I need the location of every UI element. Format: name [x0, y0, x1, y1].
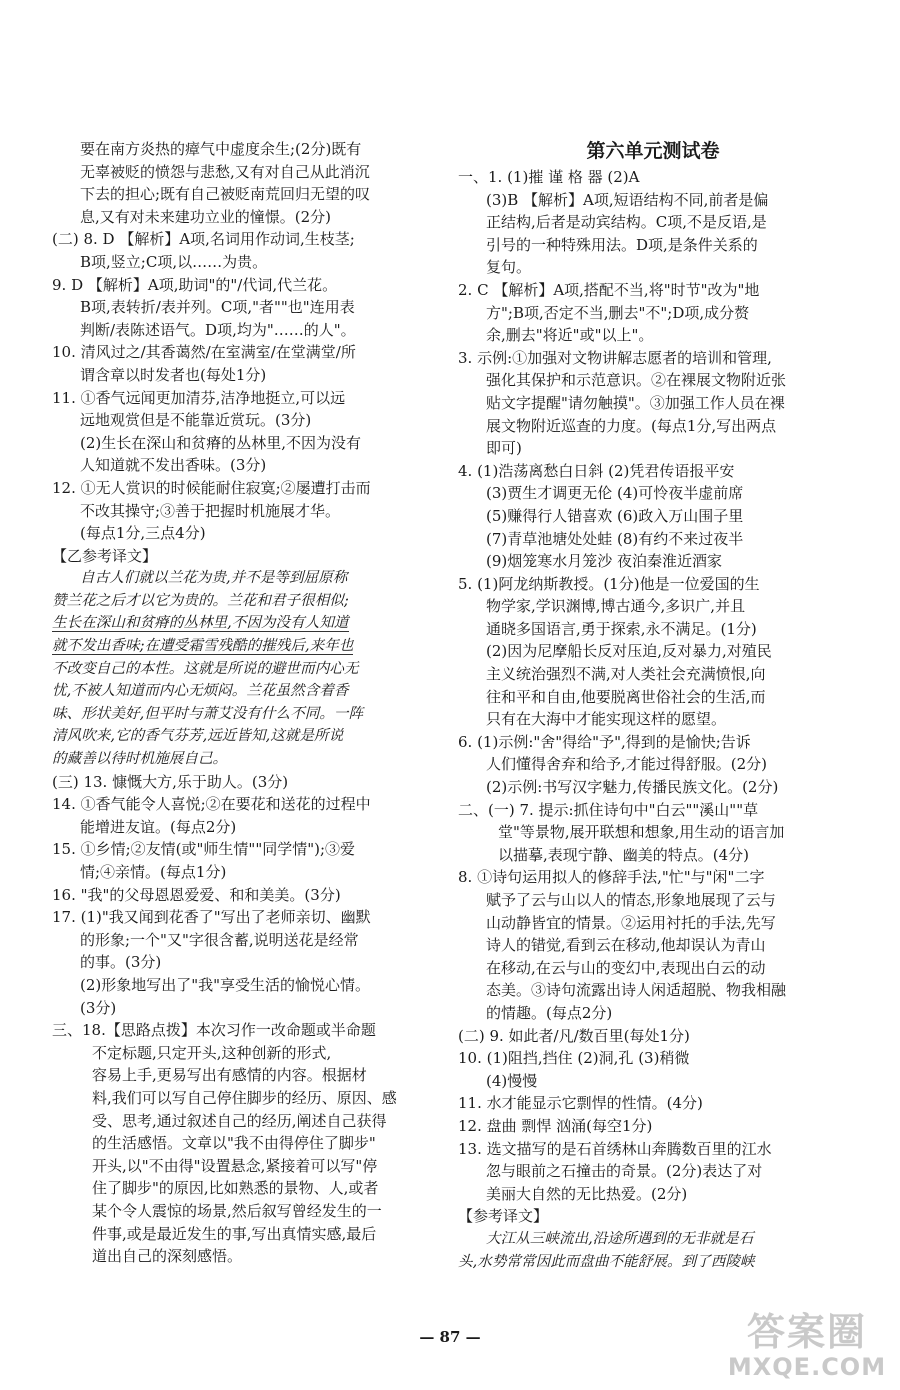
text-line: (4)慢慢 — [486, 1071, 538, 1090]
text-line: 15. ①乡情;②友情(或"师生情""同学情");③爱 — [52, 840, 356, 859]
text-line: 展文物附近巡查的力度。(每点1分,写出两点 — [486, 416, 777, 435]
text-line: 某个令人震惊的场景,然后叙写曾经发生的一 — [92, 1201, 382, 1220]
text-line: 清风吹来,它的香气芬芳,远近皆知,这就是所说 — [52, 727, 344, 745]
text-line: 远地观赏但是不能靠近赏玩。(3分) — [80, 411, 312, 430]
text-line: 料,我们可以写自己停住脚步的经历、原因、感 — [92, 1088, 397, 1107]
underlined-text: 就不发出香味;在遭受霜雪残酷的摧残后,来年也 — [52, 637, 354, 655]
text-line: 住了脚步"的原因,比如熟悉的景物、人,或者 — [92, 1179, 379, 1198]
text-line: 的藏善以待时机施展自己。 — [52, 750, 228, 768]
text-line: 三、18.【思路点拨】本次习作一改命题或半命题 — [52, 1021, 376, 1040]
text-line: 不改变自己的本性。这就是所说的避世而内心无 — [52, 659, 359, 677]
section-title: 第六单元测试卷 — [586, 140, 720, 162]
text-line: 【参考译文】 — [458, 1207, 549, 1226]
text-line: (2)因为尼摩船长反对压迫,反对暴力,对殖民 — [486, 642, 772, 661]
text-line: (3)B 【解析】A项,短语结构不同,前者是偏 — [486, 190, 769, 209]
text-line: 方";B项,否定不当,删去"不";D项,成分赘 — [486, 303, 750, 322]
right-column — [458, 138, 848, 1273]
text-line: 12. 盘曲 剽悍 汹涌(每空1分) — [458, 1116, 653, 1135]
text-line: 容易上手,更易写出有感情的内容。根据材 — [92, 1066, 367, 1085]
left-column — [52, 138, 440, 1268]
text-line: 开头,以"不由得"设置悬念,紧接着可以写"停 — [92, 1156, 378, 1175]
text-line: 物学家,学识渊博,博古通今,多识广,并且 — [486, 597, 746, 616]
text-line: 息,又有对未来建功立业的憧憬。(2分) — [80, 207, 332, 226]
text-line: 在移动,在云与山的变幻中,表现出白云的动 — [486, 958, 766, 977]
text-line: 复句。 — [486, 258, 532, 277]
text-line: (三) 13. 慷慨大方,乐于助人。(3分) — [52, 772, 289, 791]
text-line: 8. ①诗句运用拟人的修辞手法,"忙"与"闲"二字 — [458, 868, 765, 887]
text-line: 余,删去"将近"或"以上"。 — [486, 326, 654, 345]
text-line: (9)烟笼寒水月笼沙 夜泊秦淮近酒家 — [486, 552, 723, 571]
text-line: 17. (1)"我又闻到花香了"写出了老师亲切、幽默 — [52, 908, 371, 927]
text-line: 一、1. (1)摧 谨 格 器 (2)A — [458, 168, 640, 186]
text-line: 忽与眼前之石撞击的奇景。(2分)表达了对 — [486, 1162, 763, 1181]
text-line: 下去的担心;既有自己被贬南荒回归无望的叹 — [80, 185, 371, 204]
text-line: 只有在大海中才能实现这样的愿望。 — [486, 710, 727, 729]
text-line: 3. 示例:①加强对文物讲解志愿者的培训和管理, — [458, 348, 772, 367]
text-line: 判断/表陈述语气。D项,均为"……的人"。 — [80, 320, 356, 339]
text-line: 赋予了云与山以人的情态,形象地展现了云与 — [486, 891, 776, 909]
text-line: 自古人们就以兰花为贵,并不是等到屈原称 — [80, 569, 348, 587]
text-line: 5. (1)阿龙纳斯教授。(1分)他是一位爱国的生 — [458, 574, 760, 593]
text-line: 往和平和自由,他要脱离世俗社会的生活,而 — [486, 687, 766, 706]
text-line: 受、思考,通过叙述自己的经历,阐述自己获得 — [92, 1111, 387, 1130]
text-line: 要在南方炎热的瘴气中虚度余生;(2分)既有 — [80, 140, 362, 158]
text-line: 正结构,后者是动宾结构。C项,不是反语,是 — [486, 213, 767, 232]
text-line: 头,水势常常因此而盘曲不能舒展。到了西陵峡 — [458, 1252, 755, 1270]
text-line: B项,竖立;C项,以……为贵。 — [80, 252, 268, 271]
text-line: (7)青草池塘处处蛙 (8)有约不来过夜半 — [486, 529, 744, 548]
text-line: (3)贾生才调更无伦 (4)可怜夜半虚前席 — [486, 484, 744, 503]
text-line: 件事,或是最近发生的事,写出真情实感,最后 — [92, 1224, 377, 1243]
text-line: 的事。(3分) — [80, 953, 162, 972]
text-line: 即可) — [486, 439, 522, 458]
text-line: 的生活感悟。文章以"我不由得停住了脚步" — [92, 1134, 376, 1153]
watermark-logo — [722, 1310, 892, 1384]
watermark-text: 答案圈 — [746, 1310, 867, 1354]
text-line: 14. ①香气能令人喜悦;②在要花和送花的过程中 — [52, 795, 371, 814]
text-line: 无辜被贬的愤怨与悲愁,又有对自己从此消沉 — [80, 162, 370, 181]
text-line: 引号的一种特殊用法。D项,是条件关系的 — [486, 235, 758, 254]
text-line: 不改其操守;③善于把握时机施展才华。 — [80, 501, 341, 520]
text-line: 的形象;一个"又"字很含蓄,说明送花是经常 — [80, 930, 359, 949]
text-line: 【乙参考译文】 — [52, 546, 158, 565]
text-line: 情;④亲情。(每点1分) — [80, 863, 227, 881]
text-line: 9. D 【解析】A项,助词"的"/代词,代兰花。 — [52, 275, 338, 294]
text-line: 二、(一) 7. 提示:抓住诗句中"白云""溪山""草 — [458, 800, 759, 819]
text-line: 的情趣。(每点2分) — [486, 1003, 613, 1022]
text-line: 13. 选文描写的是石首绣林山奔腾数百里的江水 — [458, 1139, 772, 1158]
text-line: 大江从三峡流出,沿途所遇到的无非就是石 — [486, 1229, 754, 1247]
text-line: 10. 清风过之/其香蔼然/在室满室/在堂满堂/所 — [52, 343, 356, 362]
text-line: 16. "我"的父母恩恩爱爱、和和美美。(3分) — [52, 885, 341, 904]
text-line: 堂"等景物,展开联想和想象,用生动的语言加 — [498, 823, 785, 842]
right-column-lines — [458, 166, 848, 1273]
text-line: 11. 水才能显示它剽悍的性情。(4分) — [458, 1094, 703, 1113]
text-line: 味、形状美好,但平时与萧艾没有什么不同。一阵 — [52, 704, 364, 722]
text-line: 2. C 【解析】A项,搭配不当,将"时节"改为"地 — [458, 280, 760, 299]
text-line: (每点1分,三点4分) — [80, 524, 206, 543]
text-line: (2)形象地写出了"我"享受生活的愉悦心情。 — [80, 975, 371, 994]
text-line: (2)示例:书写汉字魅力,传播民族文化。(2分) — [486, 778, 779, 797]
text-line: 道出自己的深刻感悟。 — [92, 1247, 243, 1266]
text-line: 贴文字提醒"请勿触摸"。③加强工作人员在裸 — [486, 393, 785, 412]
text-line: (二) 9. 如此者/凡/数百里(每处1分) — [458, 1026, 690, 1045]
text-line: 诗人的错觉,看到云在移动,他却误认为青山 — [486, 936, 766, 955]
text-line: 山动静皆宜的情景。②运用衬托的手法,先写 — [486, 913, 776, 932]
text-line: 6. (1)示例:"舍"得给"予",得到的是愉快;告诉 — [458, 732, 751, 751]
text-line: 人知道就不发出香味。(3分) — [80, 456, 267, 475]
watermark-url: MXQE.COM — [727, 1353, 887, 1381]
text-line: (2)生长在深山和贫瘠的丛林里,不因为没有 — [80, 433, 362, 452]
page-number: — 87 — — [419, 1328, 481, 1346]
text-line: 美丽大自然的无比热爱。(2分) — [486, 1184, 688, 1203]
text-line: B项,表转折/表并列。C项,"者""也"连用表 — [80, 298, 355, 317]
text-line: 忧,不被人知道而内心无烦闷。兰花虽然含着香 — [52, 682, 349, 700]
text-line: 态美。③诗句流露出诗人闲适超脱、物我相融 — [486, 981, 787, 1000]
underlined-text: 生长在深山和贫瘠的丛林里,不因为没有人知道 — [52, 614, 349, 632]
text-line: 能增进友谊。(每点2分) — [80, 817, 237, 836]
text-line: 12. ①无人赏识的时候能耐住寂寞;②屡遭打击而 — [52, 478, 371, 497]
text-line: 11. ①香气远闻更加清芬,洁净地挺立,可以远 — [52, 388, 346, 407]
text-line: 强化其保护和示范意识。②在裸展文物附近张 — [486, 371, 787, 390]
text-line: 赞兰花之后才以它为贵的。兰花和君子很相似; — [52, 591, 349, 609]
text-line: 4. (1)浩荡离愁白日斜 (2)凭君传语报平安 — [458, 461, 735, 480]
text-line: (5)赚得行人错喜欢 (6)政入万山围子里 — [486, 506, 744, 525]
text-line: 以描摹,表现宁静、幽美的特点。(4分) — [498, 845, 750, 864]
text-line — [52, 635, 440, 658]
text-line: 谓含章以时发者也(每处1分) — [80, 365, 267, 384]
text-line: (3分) — [80, 998, 117, 1017]
text-line — [52, 612, 440, 635]
text-line: 10. (1)阻挡,挡住 (2)洞,孔 (3)稍微 — [458, 1049, 690, 1068]
text-line: 不定标题,只定开头,这种创新的形式, — [92, 1043, 332, 1062]
text-line: (二) 8. D 【解析】A项,名词用作动词,生枝茎; — [52, 230, 355, 249]
text-line: 人们懂得舍弃和给予,才能过得舒服。(2分) — [486, 755, 768, 774]
text-line: 主义统治强烈不满,对人类社会充满愤恨,向 — [486, 665, 766, 684]
text-line: 通晓多国语言,勇于探索,永不满足。(1分) — [486, 619, 757, 638]
